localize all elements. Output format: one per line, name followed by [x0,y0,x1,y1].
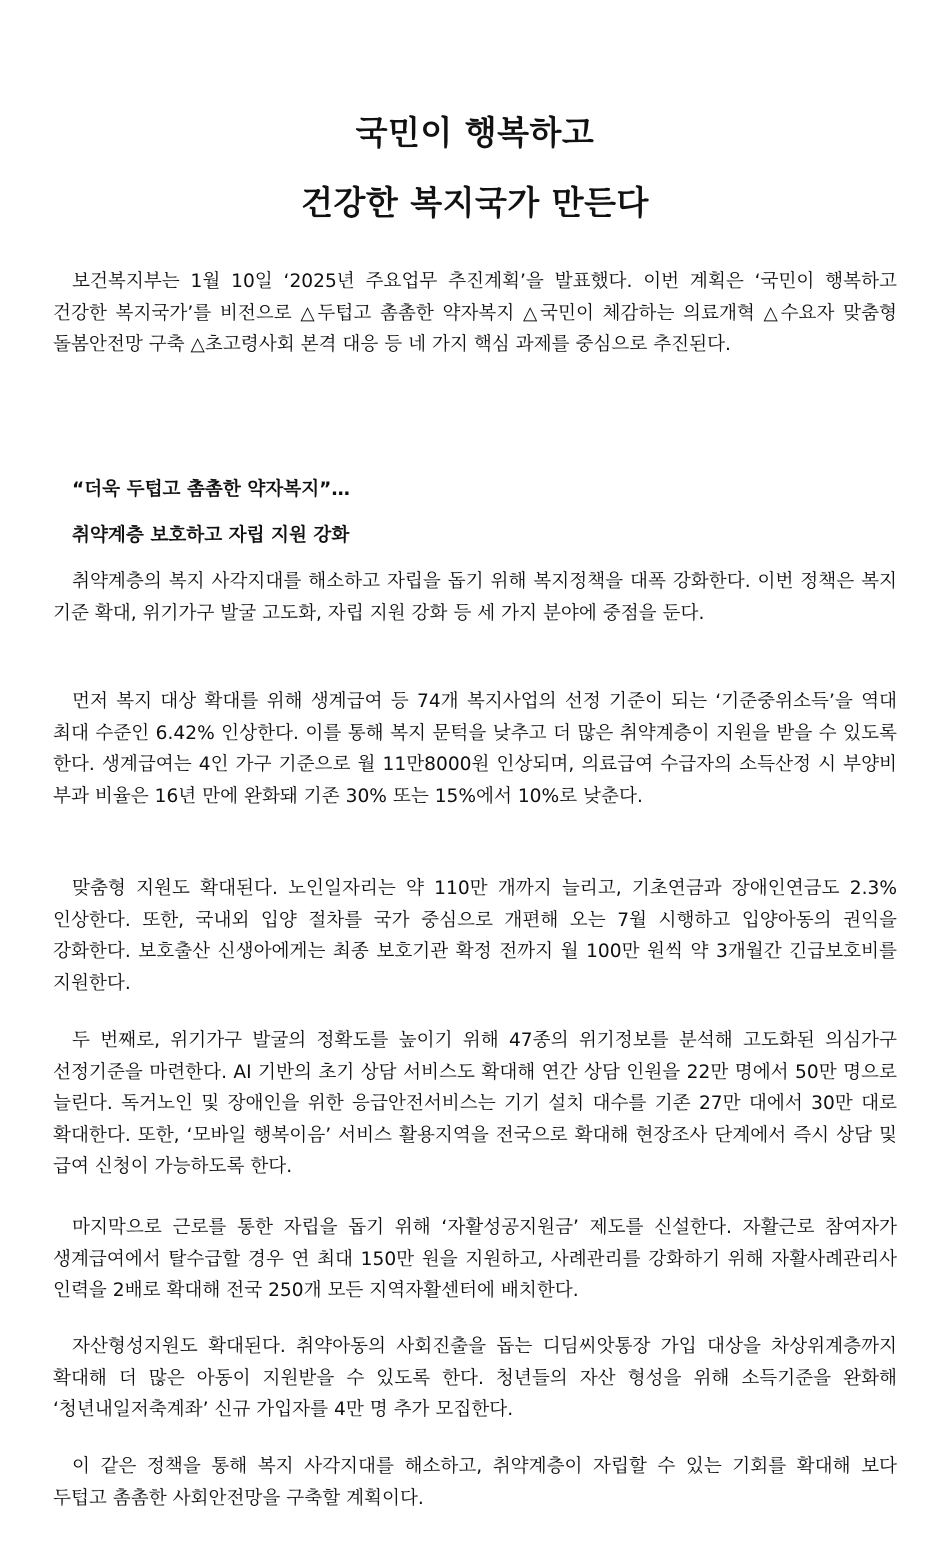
section-subheading: 취약계층 보호하고 자립 지원 강화 [72,525,350,546]
body-paragraph-4: 두 번째로, 위기가구 발굴의 정확도를 높이기 위해 47종의 위기정보를 분석해 고도화된 의심가구 선정기준을 마련한다. AI 기반의 초기 상담 서비스도 확대해 연간 상담 인원을 22만 명에서 50만 명으로 늘린다. 독거노인 및 장애인을 위한 응급안전서비스는 기기 설치 대수를 기존 27만 대에서 30만 대로 확대한다. 또한, ‘모바일 행복이음’ 서비스 활용지역을 전국으로 확대해 현장조사 단계에서 즉시 상담 및 급여 신청이 가능하도록 한다. [53,1030,897,1177]
section-heading: “더욱 두텁고 촘촘한 약자복지”… [72,479,350,500]
body-paragraph-2: 먼저 복지 대상 확대를 위해 생계급여 등 74개 복지사업의 선정 기준이 되는 ‘기준중위소득’을 역대 최대 수준인 6.42% 인상한다. 이를 통해 복지 문턱을 낮추고 더 많은 취약계층이 지원을 받을 수 있도록 한다. 생계급여는 4인 가구 기준으로 월 11만8000원 인상되며, 의료급여 수급자의 소득산정 시 부양비 부과 비율은 16년 만에 완화돼 기존 30% 또는 15%에서 10%로 낮춘다. [53,691,897,807]
body-paragraph-1: 취약계층의 복지 사각지대를 해소하고 자립을 돕기 위해 복지정책을 대폭 강화한다. 이번 정책은 복지 기준 확대, 위기가구 발굴 고도화, 자립 지원 강화 등 세 가지 분야에 중점을 둔다. [53,571,897,624]
title-line-2: 건강한 복지국가 만든다 [301,183,649,222]
body-paragraph-5: 마지막으로 근로를 통한 자립을 돕기 위해 ‘자활성공지원금’ 제도를 신설한다. 자활근로 참여자가 생계급여에서 탈수급할 경우 연 최대 150만 원을 지원하고, 사례관리를 강화하기 위해 자활사례관리사 인력을 2배로 확대해 전국 250개 모든 지역자활센터에 배치한다. [53,1217,897,1301]
body-paragraph-3: 맞춤형 지원도 확대된다. 노인일자리는 약 110만 개까지 늘리고, 기초연금과 장애인연금도 2.3% 인상한다. 또한, 국내외 입양 절차를 국가 중심으로 개편해 오는 7월 시행하고 입양아동의 권익을 강화한다. 보호출산 신생아에게는 최종 보호기관 확정 전까지 월 100만 원씩 약 3개월간 긴급보호비를 지원한다. [53,878,897,994]
body-paragraph-6: 자산형성지원도 확대된다. 취약아동의 사회진출을 돕는 디딤씨앗통장 가입 대상을 차상위계층까지 확대해 더 많은 아동이 지원받을 수 있도록 한다. 청년들의 자산 형성을 위해 소득기준을 완화해 ‘청년내일저축계좌’ 신규 가입자를 4만 명 추가 모집한다. [53,1336,897,1420]
intro-paragraph: 보건복지부는 1월 10일 ‘2025년 주요업무 추진계획’을 발표했다. 이번 계획은 ‘국민이 행복하고 건강한 복지국가’를 비전으로 △두텁고 촘촘한 약자복지 △국민이 체감하는 의료개혁 △수요자 맞춤형 돌봄안전망 구축 △초고령사회 본격 대응 등 네 가지 핵심 과제를 중심으로 추진된다. [53,271,897,355]
article-title [0,98,950,238]
body-paragraph-7: 이 같은 정책을 통해 복지 사각지대를 해소하고, 취약계층이 자립할 수 있는 기회를 확대해 보다 두텁고 촘촘한 사회안전망을 구축할 계획이다. [53,1456,897,1509]
title-line-1: 국민이 행복하고 [355,113,595,152]
